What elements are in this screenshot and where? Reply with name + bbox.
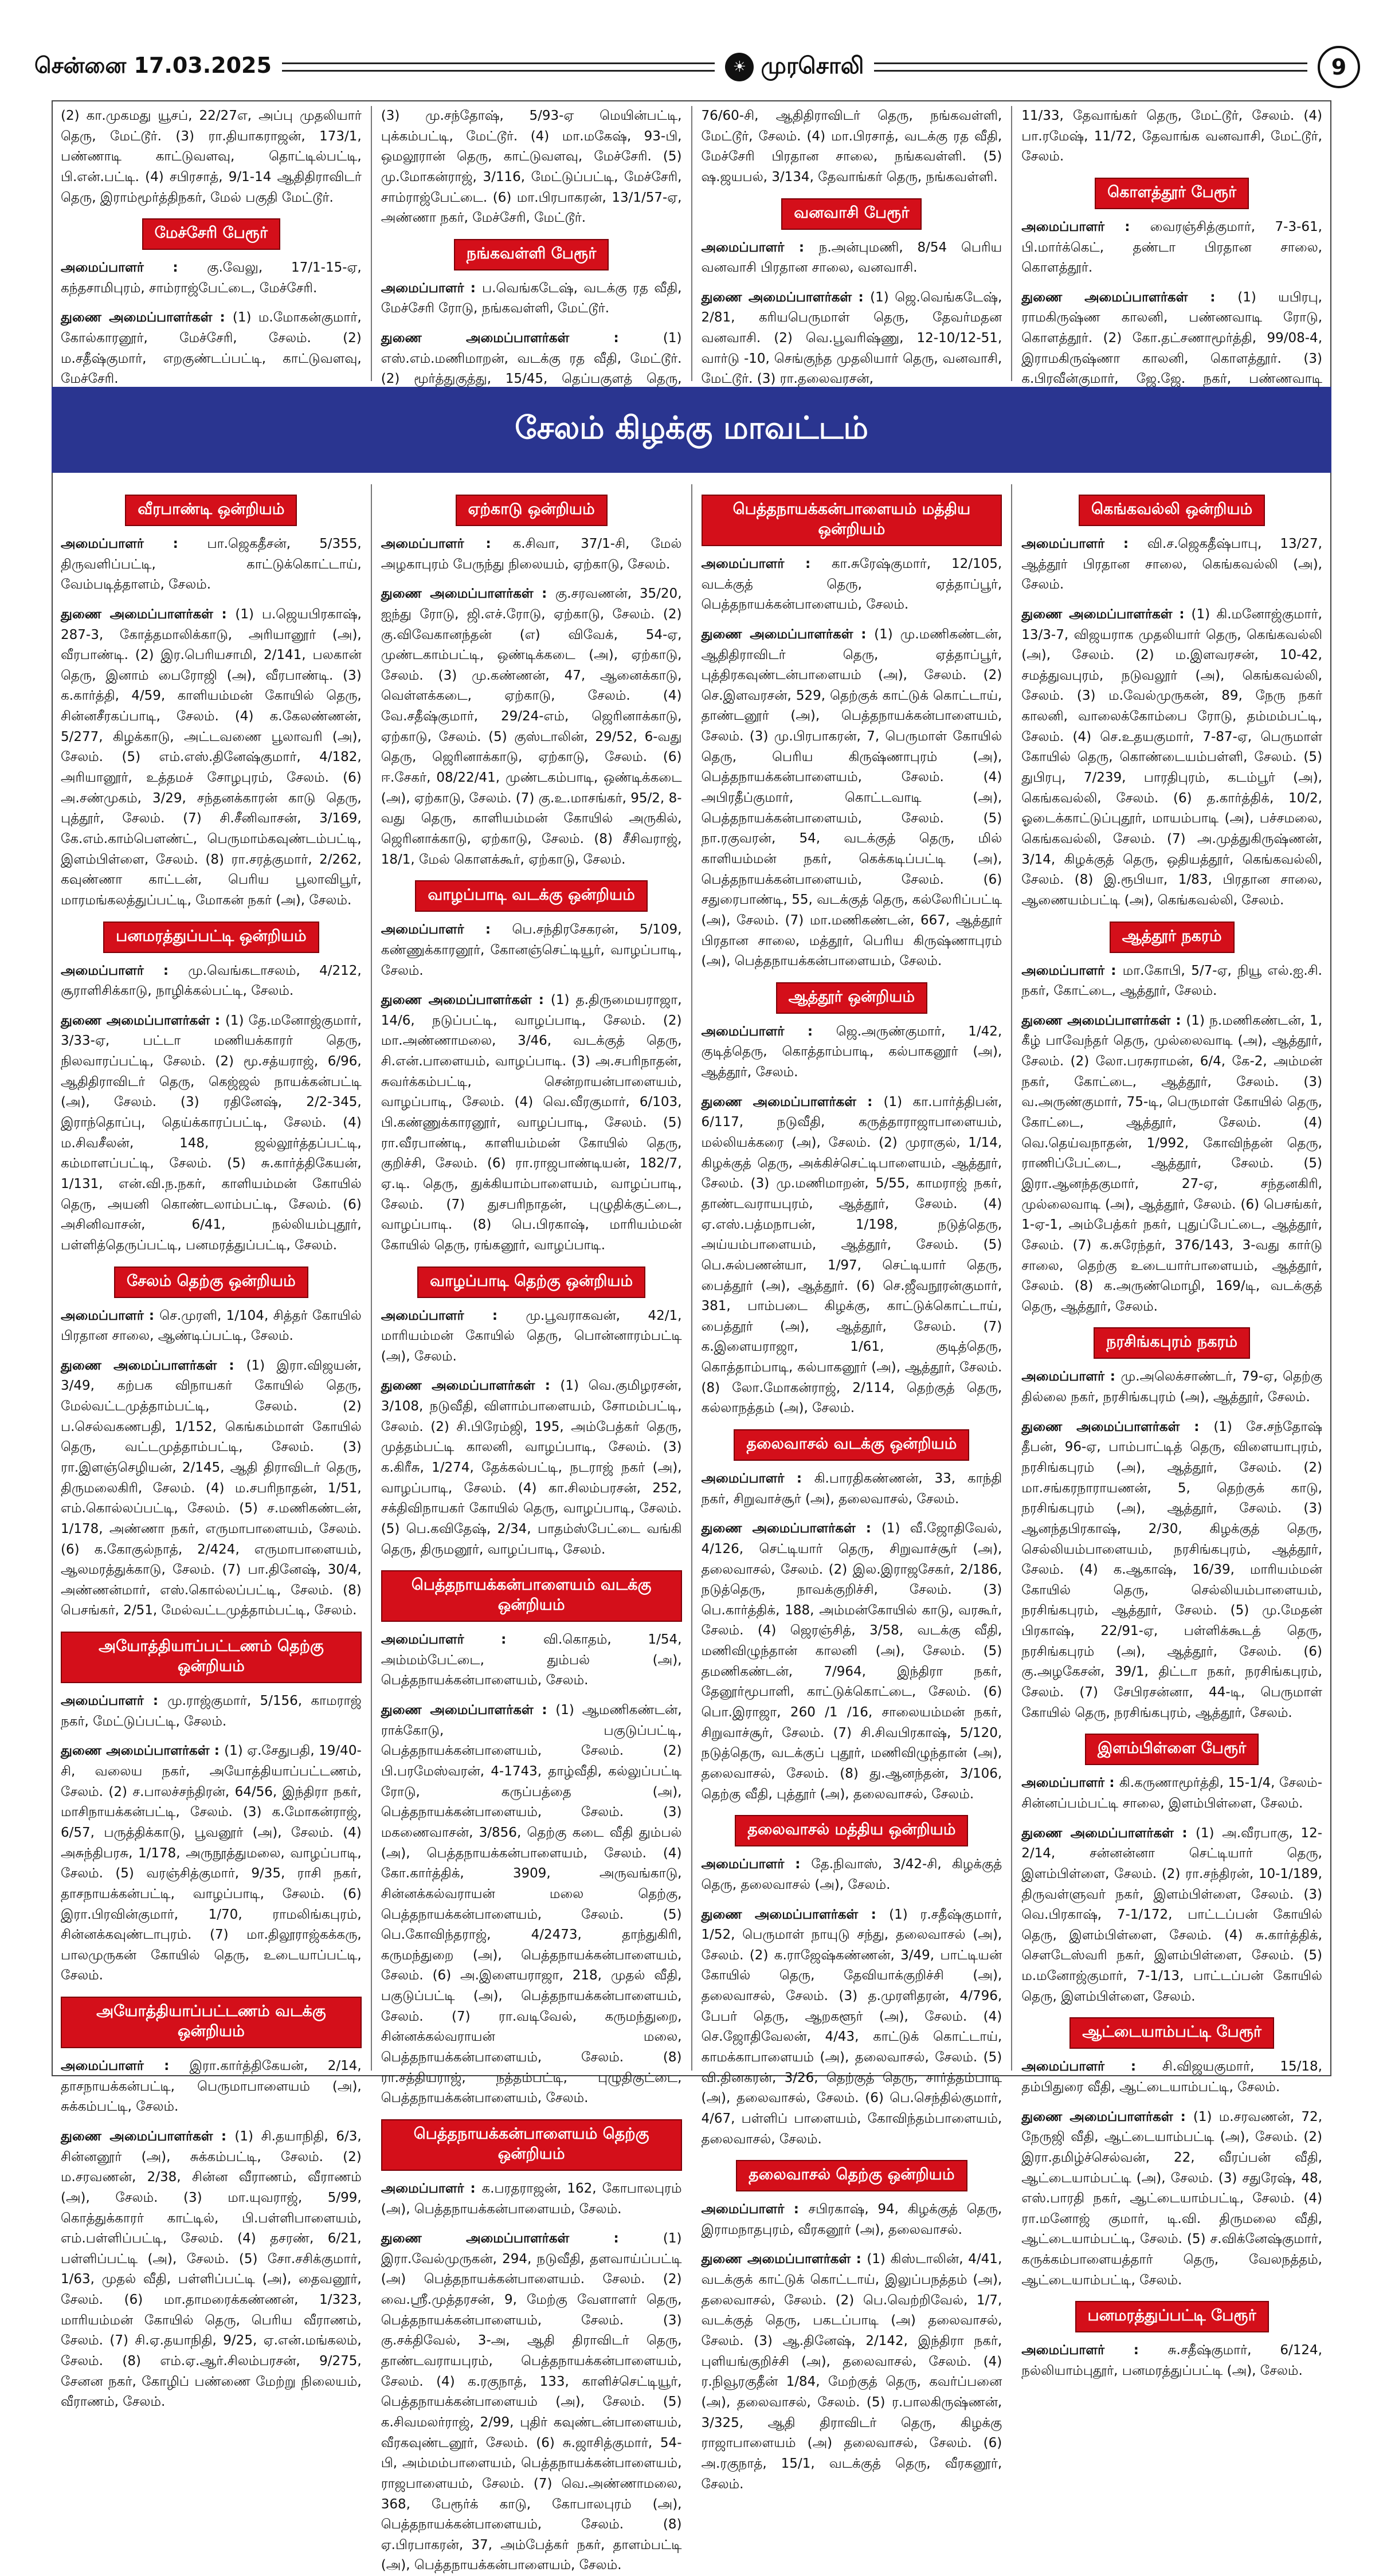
member-entry: அமைப்பாளர் : மு.அலெக்சாண்டர், 79-ஏ, தெற்கு தில்லை நகர், நரசிங்கபுரம் (அ), ஆத்தூர், சேலம். [1021, 1369, 1322, 1405]
section-heading [381, 1570, 682, 1622]
section-heading [1021, 178, 1322, 209]
section-heading-label: கொளத்தூர் பேரூர் [1095, 178, 1249, 209]
district-title: சேலம் கிழக்கு மாவட்டம் [515, 409, 868, 446]
section-heading [1021, 2301, 1322, 2332]
entry-label: துணை அமைப்பாளர்கள் : [701, 1521, 881, 1536]
section-heading-label: ஏற்காடு ஒன்றியம் [456, 495, 608, 526]
text-column [1011, 484, 1331, 2379]
section-heading-label: கெங்கவல்லி ஒன்றியம் [1079, 495, 1265, 526]
entry-label: துணை அமைப்பாளர்கள் : [1021, 606, 1192, 622]
entry-label: அமைப்பாளர் : [61, 963, 189, 978]
paper-logo [725, 53, 864, 82]
member-entry: அமைப்பாளர் : சபிரகாஷ், 94, கிழக்குத் தெரு, இராமநாதபுரம், வீரகனூர் (அ), தலைவாசல். [701, 2202, 1002, 2237]
member-entry: அமைப்பாளர் : மா.கோபி, 5/7-ஏ, நியூ எல்.ஐ.சி. நகர், கோட்டை, ஆத்தூர், சேலம். [1021, 963, 1322, 999]
member-entry: அமைப்பாளர் : ஜெ.அருண்குமார், 1/42, குடித்தெரு, கொத்தாம்பாடி, கல்பாகனூர் (அ), ஆத்தூர், சேலம். [701, 1024, 1002, 1080]
member-entry: அமைப்பாளர் : செ.முரளி, 1/104, சித்தர் கோயில் பிரதான சாலை, ஆண்டிப்பட்டி, சேலம். [61, 1308, 362, 1344]
entry-label: துணை அமைப்பாளர்கள் : [701, 2252, 867, 2267]
member-entry: துணை அமைப்பாளர்கள் : (1) வெ.குமிழரசன், 3/108, நடுவீதி, விளாம்பாளையம், சோமம்பட்டி, சேலம். (2) சி.பிரேம்ஜி, 195, அம்பேத்கர் தெரு, முத்தம்பட்டி காலனி, வாழப்பாடி, சேலம். (3) க.கிரீசு, 1/274, தேக்கல்பட்டி, நடராஜ் நகர் (அ), வாழப்பாடி, சேலம். (4) கா.சிலம்பரசன், 252, சக்திவிநாயகர் கோயில் தெரு, வாழப்பாடி, சேலம். (5) பெ.கவிதேஷ், 2/34, பாதம்ஸ்பேட்டை வங்கி தெரு, திருமனூர், வாழப்பாடி, சேலம். [381, 1378, 682, 1557]
section-heading-label: தலைவாசல் மத்திய ஒன்றியம் [735, 1815, 968, 1846]
entry-label: அமைப்பாளர் : [61, 536, 207, 551]
entry-label: துணை அமைப்பாளர்கள் : [1021, 2109, 1193, 2124]
member-entry: அமைப்பாளர் : கி.பாரதிகண்ணன், 33, காந்தி நகர், சிறுவாச்சூர் (அ), தலைவாசல், சேலம். [701, 1471, 1002, 1507]
member-entry: துணை அமைப்பாளர்கள் : (1) த.திருமையராஜா, 14/6, நடுப்பட்டி, வாழப்பாடி, சேலம். (2) மா.அண்ணாமலை, 3/46, வடக்குத் தெரு, சி.என்.பாளையம், வாழப்பாடி. (3) அ.சபரிநாதன், சுவர்க்கம்பட்டி, சென்றாயன்பாளையம், வாழப்பாடி, சேலம். (4) வெ.வீரகுமார், 6/103, பி.கண்ணுக்காரனூர், வாழப்பாடி, சேலம். (5) ரா.வீரபாண்டி, காளியம்மன் கோயில் தெரு, குறிச்சி, சேலம். (6) ரா.ராஜபாண்டியன், 182/7, ஏ.டி. தெரு, துக்கியாம்பாளையம், வாழப்பாடி, சேலம். (7) துசபரிநாதன், புழுதிக்குட்டை, வாழப்பாடி. (8) பெ.பிரகாஷ், மாரியம்மன் கோயில் தெரு, ரங்கனூர், வாழப்பாடி. [381, 993, 682, 1253]
member-entry: துணை அமைப்பாளர்கள் : (1) கா.பார்த்திபன், 6/117, நடுவீதி, கருத்தாராஜாபாளையம், மல்லியக்கரை (அ), சேலம். (2) முராகுல், 1/14, கிழக்குத் தெரு, அக்கிச்செட்டிபாளையம், ஆத்தூர், சேலம். (3) மு.மணிமாறன், 5/55, காமராஜ் நகர், தாண்டவராயபுரம், ஆத்தூர், சேலம். (4) ஏ.எஸ்.பத்மநாபன், 1/198, நடுத்தெரு, அய்யம்பாளையம், ஆத்தூர், சேலம். (5) பெ.சுல்பணன்யா, 1/97, செட்டியார் தெரு, பைத்தூர் (அ), ஆத்தூர். (6) செ.ஜீவநூரன்குமார், 381, பாம்படை கிழக்கு, காட்டுக்கொட்டாய், பைத்தூர் (அ), ஆத்தூர், சேலம். (7) க.இளையராஜா, 1/61, குடித்தெரு, கொத்தாம்பாடி, கல்பாகனூர் (அ), ஆத்தூர், சேலம். (8) லோ.மோகன்ராஜ், 2/114, தெற்குத் தெரு, கல்லாநத்தம் (அ), சேலம். [701, 1094, 1002, 1416]
member-entry: துணை அமைப்பாளர்கள் : (1) யபிரபு, ராமகிருஷ்ண காலனி, பண்ணவாடி ரோடு, கொளத்தூர். (2) கோ.தட்சணாமூர்த்தி, 99/08-4, இராமகிருஷ்ணா காலனி, கொளத்தூர். (3) க.பிரவீன்குமார், ஜே.ஜே. நகர், பண்ணவாடி [1021, 289, 1322, 387]
entry-label: துணை அமைப்பாளர்கள் : [1021, 289, 1238, 305]
member-entry: துணை அமைப்பாளர்கள் : கு.சரவணன், 35/20, ஐந்து ரோடு, ஜி.எச்.ரோடு, ஏற்காடு, சேலம். (2) கு.விவேகானந்தன் (எ) விவேக், 54-ஏ, முண்டகாம்பட்டி, ஒண்டிக்கடை (அ), ஏற்காடு, சேலம். (3) மு.கண்ணன், 47, ஆனைக்காடு, வெள்ளக்கடை, ஏற்காடு, சேலம். (4) வே.சதீஷ்குமார், 29/24-எம், ஜெரினாக்காடு, ஏற்காடு, சேலம். (5) குஸ்டாலின், 29/52, 6-வது தெரு, ஜெரினாக்காடு, ஏற்காடு, சேலம். (6) ஈ.சேகர், 08/22/41, முண்டகம்பாடி, ஒண்டிக்கடை (அ), ஏற்காடு, சேலம். (7) கு.உ.மாசங்கர், 95/2, 8-வது தெரு, காளியம்மன் கோயில் அருகில், ஜெரினாக்காடு, ஏற்காடு, சேலம். (8) சீசிவராஜ், 18/1, மேல் கொளக்கூர், ஏற்காடு, சேலம். [381, 586, 682, 867]
section-heading [61, 218, 362, 250]
entry-label: துணை அமைப்பாளர்கள் : [1021, 1825, 1196, 1841]
masthead-rule-right [874, 62, 1307, 72]
member-entry: (3) மு.சந்தோஷ், 5/93-ஏ மெயின்பட்டி, புக்கம்பட்டி, மேட்டூர். (4) மா.மகேஷ், 93-பி, ஒமலூரான் தெரு, காட்டுவளவு, மேச்சேரி. (5) மு.மோகன்ராஜ், 3/116, மேட்டுப்பட்டி, மேச்சேரி, சாம்ராஜ்பேட்டை. (6) மா.பிரபாகரன், 13/1/57-ஏ, அண்ணா நகர், மேச்சேரி, மேட்டூர். [381, 108, 682, 226]
entry-label: அமைப்பாளர் : [381, 280, 483, 296]
section-heading-label: மேச்சேரி பேரூர் [142, 218, 280, 250]
member-entry: அமைப்பாளர் : கு.வேலு, 17/1-15-ஏ, கந்தசாமிபுரம், சாம்ராஜ்பேட்டை, மேச்சேரி. [61, 260, 362, 296]
member-entry: அமைப்பாளர் : இரா.கார்த்திகேயன், 2/14, தாசநாயக்கன்பட்டி, பெருமாபாளையம் (அ), சுக்கம்பட்டி, சேலம். [61, 2059, 362, 2115]
entry-label: அமைப்பாளர் : [381, 1632, 543, 1648]
member-entry: அமைப்பாளர் : மு.வெங்கடாசலம், 4/212, சூராளிசிக்காடு, நாழிக்கல்பட்டி, சேலம். [61, 963, 362, 999]
section-heading [381, 2119, 682, 2171]
entry-label: துணை அமைப்பாளர்கள் : [61, 2129, 235, 2144]
member-entry: அமைப்பாளர் : மு.பூவராகவன், 42/1, மாரியம்மன் கோயில் தெரு, பொன்னாரம்பட்டி (அ), சேலம். [381, 1308, 682, 1364]
entry-label: துணை அமைப்பாளர்கள் : [61, 1013, 225, 1028]
section-heading [702, 1429, 1002, 1461]
entry-label: அமைப்பாளர் : [1021, 2343, 1168, 2358]
entry-label: துணை அமைப்பாளர்கள் : [381, 1703, 556, 1718]
district-banner [52, 387, 1331, 473]
section-heading-label: பெத்தநாயக்கன்பாளையம் மத்திய ஒன்றியம் [702, 495, 1002, 546]
entry-label: அமைப்பாளர் : [61, 1693, 168, 1709]
member-entry: அமைப்பாளர் : ப.வெங்கடேஷ், வடக்கு ரத வீதி, மேச்சேரி ரோடு, நங்கவள்ளி, மேட்டூர். [381, 280, 682, 316]
member-entry: அமைப்பாளர் : க.பரதராஜன், 162, கோபாலபுரம் (அ), பெத்தநாயக்கன்பாளையம், சேலம். [381, 2181, 682, 2217]
bottom-columns [52, 484, 1331, 2573]
entry-label: அமைப்பாளர் : [1021, 536, 1147, 551]
member-entry: துணை அமைப்பாளர்கள் : (1) வீ.ஜோதிவேல், 4/126, செட்டியார் தெரு, சிறுவாச்சூர் (அ), தலைவாசல், சேலம். (2) இல.இராஜசேகர், 2/186, நடுத்தெரு, நாவக்குறிச்சி, சேலம். (3) பெ.கார்த்திக், 188, அம்மன்கோயில் காடு, வரகூர், சேலம். (4) ஜெரஞ்சித், 3/58, வடக்கு வீதி, மணிவிழுந்தான் காலனி (அ), சேலம். (5) தமணிகண்டன், 7/964, இந்திரா நகர், தேனூர்மூபாளி, காட்டுக்கொட்டை, சேலம். (6) பொ.இராஜா, 260 /1 /16, சாலையம்மன் நகர், சிறுவாச்சூர், சேலம். (7) சி.சிவபிரகாஷ், 5/120, நடுத்தெரு, வடக்குப் புதூர், மணிவிழுந்தான் (அ), தலைவாசல், சேலம். (8) து.ஆனந்தன், 3/106, தெற்கு வீதி, புத்தூர் (அ), தலைவாசல், சேலம். [701, 1521, 1002, 1802]
section-heading [381, 239, 682, 270]
member-entry: 11/33, தேவாங்கர் தெரு, மேட்டூர், சேலம். (4) பா.ரமேஷ், 11/72, தேவாங்க வனவாசி, மேட்டூர், சேலம். [1021, 108, 1322, 164]
entry-label: அமைப்பாளர் : [701, 1471, 814, 1486]
entry-label: துணை அமைப்பாளர்கள் : [701, 289, 871, 305]
section-heading-label: இளம்பிள்ளை பேரூர் [1085, 1734, 1259, 1765]
section-heading [381, 1267, 682, 1298]
member-entry: அமைப்பாளர் : வி.கொதம், 1/54, அம்மம்பேட்டை, தும்பல் (அ), பெத்தநாயக்கன்பாளையம், சேலம். [381, 1632, 682, 1688]
entry-label: அமைப்பாளர் : [381, 922, 512, 938]
member-entry: துணை அமைப்பாளர்கள் : (1) இரா.வேல்முருகன், 294, நடுவீதி, தளவாய்ப்பட்டி (அ) பெத்தநாயக்கன்பாளையம். சேலம். (2) வை.ஸ்ரீ.முத்தரசன், 9, மேற்கு வேளாளர் தெரு, பெத்தநாயக்கன்பாளையம், சேலம். (3) கு.சக்திவேல், 3-அ, ஆதி திராவிடர் தெரு, தாண்டவராயபுரம், பெத்தநாயக்கன்பாளையம், சேலம். (4) க.ரகுநாத், 133, காளிச்செட்டியூர், பெத்தநாயக்கன்பாளையம் (அ), சேலம். (5) க.சிவமலர்ராஜ், 2/99, புதிர் கவுண்டன்பாளையம், வீரகவுண்டனூர், சேலம். (6) சு.ஜாசித்குமார், 54-பி, அம்மம்பாளையம், பெத்தநாயக்கன்பாளையம், ராஜபாளையம், சேலம். (7) வெ.அண்ணாமலை, 368, பேரூர்க் காடு, கோபாலபுரம் (அ), பெத்தநாயக்கன்பாளையம், சேலம். (8) ஏ.பிரபாகரன், 37, அம்பேத்கர் நகர், தாளம்பட்டி (அ), பெத்தநாயக்கன்பாளையம், சேலம். [381, 2231, 682, 2573]
entry-label: துணை அமைப்பாளர்கள் : [61, 606, 236, 622]
member-entry: துணை அமைப்பாளர்கள் : (1) ப.ஜெயபிரகாஷ், 287-3, கோத்தமாலிக்காடு, அரியானூர் (அ), வீரபாண்டி. (2) இர.பெரியசாமி, 2/141, பலகான் தெரு, இனாம் பைரோஜி (அ), வீரபாண்டி. (3) க.கார்த்தி, 4/59, காளியம்மன் கோயில் தெரு, சின்னசீரகப்பாடி, சேலம். (4) க.கேலண்ணன், 5/277, கிழக்காடு, அட்டவணை பூலாவரி (அ), சேலம். (5) எம்.எஸ்.தினேஷ்குமார், 4/182, அரியானூர், உத்தமச் சோழபுரம், சேலம். (6) அ.சண்முகம், 3/29, சந்தனக்காரன் காடு தெரு, புத்தூர், சேலம். (7) சி.சீனிவாசன், 3/169, கே.எம்.காம்பௌண்ட், பெருமாம்கவுண்டம்பட்டி, இளம்பிள்ளை, சேலம். (8) ரா.சரத்குமார், 2/262, கவுண்ணா காட்டன், பெரிய பூலாவிபூர், மாரமங்கலத்துப்பட்டி, மோகன் நகர் (அ), சேலம். [61, 606, 362, 908]
entry-label: அமைப்பாளர் : [1021, 1369, 1121, 1385]
member-entry: துணை அமைப்பாளர்கள் : (1) அ.வீரபாகு, 12-2/14, சன்னன்னா செட்டியார் தெரு, இளம்பிள்ளை, சேலம். (2) ரா.சந்திரன், 10-1/189, திருவள்ளுவர் நகர், இளம்பிள்ளை, சேலம். (3) வெ.பிரகாஷ், 7-1/172, பாட்டப்பன் கோயில் தெரு, இளம்பிள்ளை, சேலம். (4) சு.கார்த்திக், சௌடேஸ்வரி நகர், இளம்பிள்ளை, சேலம். (5) ம.மனோஜ்குமார், 7-1/13, பாட்டப்பன் கோயில் தெரு, இளம்பிள்ளை, சேலம். [1021, 1825, 1322, 2004]
section-heading [61, 1632, 362, 1683]
entry-label: துணை அமைப்பாளர்கள் : [701, 1094, 884, 1109]
entry-label: அமைப்பாளர் : [701, 1857, 812, 1872]
section-heading-label: ஆத்தூர் ஒன்றியம் [776, 982, 928, 1014]
section-heading-label: நரசிங்கபுரம் நகரம் [1094, 1327, 1250, 1359]
entry-label: அமைப்பாளர் : [701, 556, 832, 571]
section-heading-label: பனமரத்துப்பட்டி பேரூர் [1075, 2301, 1269, 2332]
entry-label: துணை அமைப்பாளர்கள் : [61, 1358, 246, 1373]
entry-label: அமைப்பாளர் : [1021, 1775, 1119, 1791]
section-heading [702, 495, 1002, 546]
entry-label: அமைப்பாளர் : [701, 2202, 809, 2217]
entry-label: அமைப்பாளர் : [61, 1308, 160, 1323]
member-entry: அமைப்பாளர் : மு.ராஜ்குமார், 5/156, காமராஜ் நகர், மேட்டுப்பட்டி, சேலம். [61, 1693, 362, 1729]
text-column [52, 106, 371, 387]
entry-label: அமைப்பாளர் : [61, 260, 207, 276]
entry-label: துணை அமைப்பாளர்கள் : [61, 1743, 225, 1759]
section-heading-label: தலைவாசல் வடக்கு ஒன்றியம் [734, 1429, 969, 1461]
section-heading [1021, 495, 1322, 526]
entry-label: அமைப்பாளர் : [381, 536, 513, 551]
member-entry: அமைப்பாளர் : சு.சதீஷ்குமார், 6/124, நல்லியாம்புதூர், பனமரத்துப்பட்டி (அ), சேலம். [1021, 2343, 1322, 2379]
entry-label: துணை அமைப்பாளர்கள் : [381, 1378, 561, 1394]
entry-label: அமைப்பாளர் : [61, 2059, 190, 2074]
member-entry: துணை அமைப்பாளர்கள் : (1) இரா.விஜயன், 3/49, கற்பக விநாயகர் கோயில் தெரு, மேல்வட்டமுத்தாம்பட்டி, சேலம். (2) ப.செல்வகணபதி, 1/152, கெங்கம்மாள் கோயில் தெரு, வட்டமுத்தாம்பட்டி, சேலம். (3) ரா.இளஞ்செழியன், 2/145, ஆதி திராவிடர் தெரு, திருமலைகிரி, சேலம். (4) ம.சபரிநாதன், 1/51, எம்.கொல்லப்பட்டி, சேலம். (5) ச.மணிகண்டன், 1/178, அண்ணா நகர், எருமாபாளையம், சேலம். (6) க.கோகுல்நாத், 2/424, எருமாபாளையம், ஆலமரத்துக்காடு, சேலம். (7) பா.தினேஷ், 30/4, அண்ணன்மார், எஸ்.கொல்லப்பட்டி, சேலம். (8) பெசங்கர், 2/51, மேல்வட்டமுத்தாம்பட்டி, சேலம். [61, 1358, 362, 1618]
member-entry: துணை அமைப்பாளர்கள் : (1) சி.தயாநிதி, 6/3, சின்னனூர் (அ), சுக்கம்பட்டி, சேலம். (2) ம.சரவணன், 2/38, சின்ன வீராணம், வீராணம் (அ), சேலம். (3) மா.யுவராஜ், 5/99, கொத்துக்காரர் காட்டில், பி.பள்ளிபாளையம், எம்.பள்ளிப்பட்டி, சேலம். (4) தசரண், 6/21, பள்ளிப்பட்டி (அ), சேலம். (5) சோ.சசிக்குமார், 1/63, முதல் வீதி, பள்ளிப்பட்டி (அ), தைவனூர், சேலம். (6) மா.தாமரைக்கண்ணன், 1/323, மாரியம்மன் கோயில் தெரு, பெரிய வீராணம், சேலம். (7) சி.ஏ.தயாநிதி, 9/25, ஏ.என்.மங்கலம், சேலம். (8) எம்.ஏ.ஆர்.சிலம்பரசன், 9/275, சேனன நகர், கோழிப் பண்ணை மேற்று நிலையம், வீராணம், சேலம். [61, 2129, 362, 2410]
section-heading [702, 1815, 1002, 1846]
section-heading [381, 495, 682, 526]
entry-label: அமைப்பாளர் : [1021, 963, 1123, 978]
entry-label: துணை அமைப்பாளர்கள் : [1021, 1419, 1214, 1434]
member-entry: துணை அமைப்பாளர்கள் : (1) ந.மணிகண்டன், 1, கீழ் பாவேந்தர் தெரு, முல்லைவாடி (அ), ஆத்தூர், சேலம். (2) லோ.பரசுராமன், 6/4, கே-2, அம்மன் நகர், கோட்டை, ஆத்தூர், சேலம். (3) வ.அருண்குமார், 75-டி, பெருமாள் கோயில் தெரு, கோட்டை, ஆத்தூர், சேலம். (4) வெ.தெய்வநாதன், 1/992, கோவிந்தன் தெரு, ராணிப்பேட்டை, ஆத்தூர், சேலம். (5) இரா.ஆனந்தகுமார், 27-ஏ, சந்தனகிரி, முல்லைவாடி (அ), ஆத்தூர், சேலம். (6) பெசங்கர், 1-ஏ-1, அம்பேத்கர் நகர், புதுப்பேட்டை, ஆத்தூர், சேலம். (7) க.சுரேந்தர், 376/143, 3-வது கார்டு சாலை, தெற்கு உடையார்பாளையம், ஆத்தூர், சேலம். (8) க.அருண்மொழி, 169/டி, வடக்குத் தெரு, ஆத்தூர், சேலம். [1021, 1013, 1322, 1314]
section-heading-label: வாழப்பாடி தெற்கு ஒன்றியம் [417, 1267, 645, 1298]
member-entry: துணை அமைப்பாளர்கள் : (1) கி.மனோஜ்குமார், 13/3-7, விஜயராக முதலியார் தெரு, கெங்கவல்லி (அ), சேலம். (2) ம.இளவரசன், 10-42, சமத்துவபுரம், நடுவலூர் (அ), கெங்கவல்லி, சேலம். (3) ம.வேல்முருகன், 89, நேரு நகர் காலனி, வாலைக்கோம்பை ரோடு, தம்மம்பட்டி, சேலம். (4) செ.உதயகுமார், 7-87-ஏ, பெருமாள் கோயில் தெரு, கொண்டையம்பள்ளி, சேலம். (5) துபிரபு, 7/239, பாரதிபுரம், கடம்பூர் (அ), கெங்கவல்லி, சேலம். (6) த.கார்த்திக், 10/2, ஓடைக்காட்டுப்புதூர், மாயம்பாடி (அ), பச்சமலை, கெங்கவல்லி, சேலம். (7) அ.முத்துகிருஷ்ணன், 3/14, கிழக்குத் தெரு, ஒதியத்தூர், கெங்கவல்லி, சேலம். (8) இ.ரூபியா, 1/83, பிரதான சாலை, ஆணையம்பட்டி (அ), கெங்கவல்லி, சேலம். [1021, 606, 1322, 908]
section-heading [702, 2160, 1002, 2191]
section-heading-label: பெத்தநாயக்கன்பாளையம் தெற்கு ஒன்றியம் [381, 2119, 682, 2171]
member-entry: துணை அமைப்பாளர்கள் : (1) ஆமணிகண்டன், ராக்கோடு, பகுடுப்பட்டி, பெத்தநாயக்கன்பாளையம், சேலம். (2) பி.பரமேஸ்வரன், 4-1743, தாழ்வீதி, கல்லுப்பட்டி ரோடு, கருப்பத்தை (அ), பெத்தநாயக்கன்பாளையம், சேலம். (3) மகணைவாசன், 3/856, தெற்கு கடை வீதி தும்பல் (அ), பெத்தநாயக்கன்பாளையம், சேலம். (4) கோ.கார்த்திக், 3909, அருவங்காடு, சின்னக்கல்வராயன் மலை தெற்கு, பெத்தநாயக்கன்பாளையம், சேலம். (5) பெ.கோவிந்தராஜ், 4/2473, தாந்துகிரி, கருமந்துறை (அ), பெத்தநாயக்கன்பாளையம், சேலம். (6) அ.இளையராஜா, 218, முதல் வீதி, பகுடுப்பட்டி (அ), பெத்தநாயக்கன்பாளையம், சேலம். (7) ரா.வடிவேல், கருமந்துறை, சின்னக்கல்வராயன் மலை, பெத்தநாயக்கன்பாளையம், சேலம். (8) ரா.சத்தியராஜ், நத்தம்பட்டி, புழுதிகுட்டை, பெத்தநாயக்கன்பாளையம், சேலம். [381, 1703, 682, 2106]
section-heading [61, 1997, 362, 2048]
entry-label: துணை அமைப்பாளர்கள் : [381, 2231, 663, 2246]
member-entry: அமைப்பாளர் : சி.விஜயகுமார், 15/18, தம்பிதுரை வீதி, ஆட்டையாம்பட்டி, சேலம். [1021, 2059, 1322, 2095]
section-heading [1021, 1734, 1322, 1765]
section-heading-label: வனவாசி பேரூர் [781, 198, 922, 230]
section-heading [381, 880, 682, 912]
member-entry: துணை அமைப்பாளர்கள் : (1) தே.மனோஜ்குமார், 3/33-ஏ, பட்டா மணியக்காரர் தெரு, நிலவாரப்பட்டி, சேலம். (2) மூ.சத்யராஜ், 6/96, ஆதிதிராவிடர் தெரு, கெஜ்ஜல் நாயக்கன்பட்டி (அ), சேலம். (3) ரதினேஷ், 2/2-345, இராந்தொப்பு, தெய்க்காரப்பட்டி, சேலம். (4) ம.சிவசீலன், 148, ஜல்லூர்த்தப்பட்டி, கம்மாளப்பட்டி, சேலம். (5) சு.கார்த்திகேயன், 1/131, என்.வி.ந.நகர், காளியம்மன் கோயில் தெரு, அயனி கொண்டலாம்பட்டி, சேலம். (6) அசினிவாசன், 6/41, நல்லியம்புதூர், பள்ளித்தெருப்பட்டி, பனமரத்துப்பட்டி, சேலம். [61, 1013, 362, 1253]
entry-label: துணை அமைப்பாளர்கள் : [701, 626, 875, 642]
section-heading-label: சேலம் தெற்கு ஒன்றியம் [114, 1267, 308, 1298]
masthead [34, 41, 1360, 93]
member-entry: அமைப்பாளர் : பா.ஜெகதீசன், 5/355, திருவளிப்பட்டி, காட்டுக்கொட்டாய், வேம்படித்தாளம், சேலம். [61, 536, 362, 593]
section-heading-label: ஆத்தூர் நகரம் [1110, 922, 1235, 953]
text-column [691, 484, 1012, 2492]
member-entry: அமைப்பாளர் : பெ.சந்திரசேகரன், 5/109, கண்ணுக்காரனூர், கோனஞ்செட்டியூர், வாழப்பாடி, சேலம். [381, 922, 682, 978]
member-entry: துணை அமைப்பாளர்கள் : (1) கிஸ்டாலின், 4/41, வடக்குக் காட்டுக் கொட்டாய், இலுப்பநத்தம் (அ), தலைவாசல், சேலம். (2) பெ.வெற்றிவேல், 1/7, வடக்குத் தெரு, பகடப்பாடி (அ) தலைவாசல், சேலம். (3) ஆ.தினேஷ், 2/142, இந்திரா நகர், புளியங்குறிச்சி (அ), தலைவாசல், சேலம். (4) ர.நிவூரகுதீன் 1/84, மேற்குத் தெரு, கவர்ப்பனை (அ), தலைவாசல், சேலம். (5) ர.பாலகிருஷ்ணன், 3/325, ஆதி திராவிடர் தெரு, கிழக்கு ராஜாபாளையம் (அ) தலைவாசல், சேலம். (6) அ.ரகுநாத், 15/1, வடக்குத் தெரு, வீரகனூர், சேலம். [701, 2252, 1002, 2492]
entry-label: துணை அமைப்பாளர்கள் : [381, 331, 663, 346]
page-number: 9 [1318, 46, 1360, 88]
text-column [691, 106, 1012, 387]
member-entry: அமைப்பாளர் : கா.சுரேஷ்குமார், 12/105, வடக்குத் தெரு, ஏத்தாப்பூர், பெத்தநாயக்கன்பாளையம், சேலம். [701, 556, 1002, 613]
member-entry: அமைப்பாளர் : கி.கருணாமூர்த்தி, 15-1/4, சேலம்-சின்னப்பம்பட்டி சாலை, இளம்பிள்ளை, சேலம். [1021, 1775, 1322, 1811]
member-entry: (2) கா.முகமது யூசப், 22/27எ, அப்பு முதலியார் தெரு, மேட்டூர். (3) ரா.தியாகராஜன், 173/1, பண்ணாடி காட்டுவளவு, தொட்டில்பட்டி, பி.என்.பட்டி. (4) சபிரசாத், 9/1-14 ஆதிதிராவிடர் தெரு, இராம்மூர்த்திநகர், மேல் பகுதி மேட்டூர். [61, 108, 362, 205]
section-heading [702, 982, 1002, 1014]
member-entry: அமைப்பாளர் : தே.நிவாஸ், 3/42-சி, கிழக்குத் தெரு, தலைவாசல் (அ), சேலம். [701, 1857, 1002, 1892]
entry-label: அமைப்பாளர் : [381, 1308, 526, 1323]
entry-label: அமைப்பாளர் : [381, 2181, 482, 2196]
section-heading-label: வாழப்பாடி வடக்கு ஒன்றியம் [415, 880, 648, 912]
member-entry: அமைப்பாளர் : க.சிவா, 37/1-சி, மேல் அழகாபுரம் பேருந்து நிலையம், ஏற்காடு, சேலம். [381, 536, 682, 572]
paper-name: முரசொலி [761, 52, 864, 79]
section-heading-label: அயோத்தியாப்பட்டணம் வடக்கு ஒன்றியம் [61, 1997, 362, 2048]
section-heading [61, 922, 362, 953]
text-column [1011, 106, 1331, 387]
entry-label: துணை அமைப்பாளர்கள் : [61, 310, 233, 326]
masthead-rule [282, 62, 715, 72]
section-heading-label: வீரபாண்டி ஒன்றியம் [125, 495, 297, 526]
entry-label: துணை அமைப்பாளர்கள் : [1021, 1013, 1186, 1028]
section-heading [1021, 1327, 1322, 1359]
entry-label: அமைப்பாளர் : [701, 1024, 836, 1039]
section-heading [702, 198, 1002, 230]
member-entry: அமைப்பாளர் : ந.அன்புமணி, 8/54 பெரிய வனவாசி பிரதான சாலை, வனவாசி. [701, 240, 1002, 276]
section-heading [61, 495, 362, 526]
section-heading-label: தலைவாசல் தெற்கு ஒன்றியம் [736, 2160, 967, 2191]
member-entry: 76/60-சி, ஆதிதிராவிடர் தெரு, நங்கவள்ளி, மேட்டூர், சேலம். (4) மா.பிரசாத், வடக்கு ரத வீதி, மேச்சேரி பிரதான சாலை, நங்கவள்ளி. (5) ஷ.ஜயபல், 3/134, தேவாங்கர் தெரு, நங்கவள்ளி. [701, 108, 1002, 185]
sun-emblem-icon: ☀ [725, 53, 754, 81]
text-column [371, 106, 691, 387]
entry-label: அமைப்பாளர் : [701, 240, 819, 255]
section-heading [1021, 2017, 1322, 2049]
entry-label: அமைப்பாளர் : [1021, 2059, 1162, 2075]
member-entry: துணை அமைப்பாளர்கள் : (1) ஏ.சேதுபதி, 19/40-சி, வலைய நகர், அயோத்தியாப்பட்டணம், சேலம். (2) ச.பாலச்சந்திரன், 64/56, இந்திரா நகர், மாசிநாயக்கன்பட்டி, சேலம். (3) க.மோகன்ராஜ், 6/57, பருத்திக்காடு, பூவனூர் (அ), சேலம். (4) அசுந்திபரசு, 1/178, அருநூத்துமலை, வாழப்பாடி, சேலம். (5) வரஞ்சித்குமார், 9/35, ராசி நகர், தாசநாயக்கன்பட்டி, வாழப்பாடி, சேலம். (6) இரா.பிரவின்குமார், 1/70, ராமலிங்கபுரம், சின்னக்கவுண்டாபுரம். (7) மா.திலூராஜ்கக்கரு, பாலமுருகன் கோயில் தெரு, உடையாப்பட்டி, சேலம். [61, 1743, 362, 1983]
section-heading-label: அயோத்தியாப்பட்டணம் தெற்கு ஒன்றியம் [61, 1632, 362, 1683]
member-entry: துணை அமைப்பாளர்கள் : (1) மு.மணிகண்டன், ஆதிதிராவிடர் தெரு, ஏத்தாப்பூர், புத்திரகவுண்டன்பாளையம் (அ), சேலம். (2) செ.இளவரசன், 529, தெற்குக் காட்டுக் கொட்டாய், தாண்டனூர் (அ), பெத்தநாயக்கன்பாளையம், சேலம். (3) மு.பிரபாகரன், 7, பெருமாள் கோயில் தெரு, பெரிய கிருஷ்ணாபுரம் (அ), பெத்தநாயக்கன்பாளையம், சேலம். (4) அபிரதீப்குமார், கொட்டவாடி (அ), பெத்தநாயக்கன்பாளையம், சேலம். (5) நா.ரகுவரன், 54, வடக்குத் தெரு, மில் காளியம்மன் நகர், கெக்கடிப்பட்டி (அ), பெத்தநாயக்கன்பாளையம், சேலம். (6) சதுரைபாண்டி, 55, வடக்குத் தெரு, கல்லேரிப்பட்டி (அ), சேலம். (7) மா.மணிகண்டன், 667, ஆத்தூர் பிரதான சாலை, மத்தூர், பெரிய கிருஷ்ணாபுரம் (அ), பெத்தநாயக்கன்பாளையம், சேலம். [701, 626, 1002, 969]
entry-label: துணை அமைப்பாளர்கள் : [381, 993, 551, 1008]
section-heading-label: ஆட்டையாம்பட்டி பேரூர் [1069, 2017, 1274, 2049]
member-entry: துணை அமைப்பாளர்கள் : (1) எஸ்.எம்.மணிமாறன், வடக்கு ரத வீதி, மேட்டூர். (2) மூர்த்துகுத்து, 15/45, தெப்பகுளத் தெரு, [381, 331, 682, 387]
entry-label: துணை அமைப்பாளர்கள் : [381, 586, 555, 602]
section-heading-label: பெத்தநாயக்கன்பாளையம் வடக்கு ஒன்றியம் [381, 1570, 682, 1622]
top-columns [52, 106, 1331, 387]
date-line: சென்னை 17.03.2025 [34, 53, 272, 78]
member-entry: துணை அமைப்பாளர்கள் : (1) ஜெ.வெங்கடேஷ், 2/81, கரியபெருமாள் தெரு, தேவர்மதன வனவாசி. (2) வெ.பூவரிஷ்ணு, 12-10/12-51, வார்டு -10, செங்குந்த முதலியார் தெரு, வனவாசி, மேட்டூர். (3) ரா.தலைவரசன், [701, 289, 1002, 387]
section-heading [1021, 922, 1322, 953]
member-entry: துணை அமைப்பாளர்கள் : (1) ர.சதீஷ்குமார், 1/52, பெருமாள் நாயுடு சந்து, தலைவாசல் (அ), சேலம். (2) க.ராஜேஷ்கண்ணன், 3/49, பாட்டியன் கோயில் தெரு, தேவியாக்குறிச்சி (அ), தலைவாசல், சேலம். (3) த.முரளிதரன், 4/796, பேபர் தெரு, ஆறகளூர் (அ), சேலம். (4) செ.ஜோதிவேலன், 4/43, காட்டுக் கொட்டாய், காமக்காபாளையம் (அ), தலைவாசல், சேலம். (5) வி.தினகரன், 3/26, தெற்குத் தெரு, சார்த்தம்பாடி (அ), தலைவாசல், சேலம். (6) பெ.செந்தில்குமார், 4/67, பள்ளிப் பாளையம், கோவிந்தம்பாளையம், தலைவாசல், சேலம். [701, 1907, 1002, 2147]
entry-label: அமைப்பாளர் : [1021, 219, 1150, 234]
member-entry: துணை அமைப்பாளர்கள் : (1) சே.சந்தோஷ் தீபன், 96-ஏ, பாம்பாட்டித் தெரு, விளையாபுரம், நரசிங்கபுரம் (அ), ஆத்தூர், சேலம். (2) மா.சங்கரநாராயணன், 5, தெற்குக் காடு, நரசிங்கபுரம் (அ), ஆத்தூர், சேலம். (3) ஆனந்தபிரகாஷ், 2/30, கிழக்குத் தெரு, செல்லியம்பாளையம், நரசிங்கபுரம், ஆத்தூர், சேலம். (4) க.ஆகாஷ், 16/39, மாரியம்மன் கோயில் தெரு, செல்லியம்பாளையம், நரசிங்கபுரம், ஆத்தூர், சேலம். (5) மு.மேதன் பிரகாஷ், 22/91-ஏ, பள்ளிக்கூடத் தெரு, நரசிங்கபுரம் (அ), ஆத்தூர், சேலம். (6) கு.அழகேசன், 39/1, திட்டா நகர், நரசிங்கபுரம், சேலம். (7) சேபிரசன்னா, 44-டி, பெருமாள் கோயில் தெரு, நரசிங்கபுரம், ஆத்தூர், சேலம். [1021, 1419, 1323, 1720]
section-heading-label: பனமரத்துப்பட்டி ஒன்றியம் [103, 922, 319, 953]
text-column [371, 484, 691, 2573]
member-entry: அமைப்பாளர் : வி.ச.ஜெகதீஷ்பாபு, 13/27, ஆத்தூர் பிரதான சாலை, கெங்கவல்லி (அ), சேலம். [1021, 536, 1322, 593]
member-entry: அமைப்பாளர் : வைரஞ்சித்குமார், 7-3-61, பி.மார்க்கெட், தண்டா பிரதான சாலை, கொளத்தூர். [1021, 219, 1322, 276]
member-entry: துணை அமைப்பாளர்கள் : (1) ம.சரவணன், 72, நேருஜி வீதி, ஆட்டையாம்பட்டி (அ), சேலம். (2) இரா.தமிழ்ச்செல்வன், 22, வீரப்பன் வீதி, ஆட்டையாம்பட்டி (அ), சேலம். (3) சதுரேஷ், 48, எஸ்.பாரதி நகர், ஆட்டையாம்பட்டி, சேலம். (4) ரா.மனோஜ் குமார், டி.வி. திருமலை வீதி, ஆட்டையாம்பட்டி, சேலம். (5) ச.விக்னேஷ்குமார், கருக்கம்பாளையத்தார் தெரு, வேலநத்தம், ஆட்டையாம்பட்டி, சேலம். [1021, 2109, 1323, 2288]
member-entry: துணை அமைப்பாளர்கள் : (1) ம.மோகன்குமார், கோல்காரனூர், மேச்சேரி, சேலம். (2) ம.சதீஷ்குமார், எறகுண்டப்பட்டி, காட்டுவளவு, மேச்சேரி. [61, 310, 362, 387]
section-heading [61, 1267, 362, 1298]
text-column [52, 484, 371, 2410]
section-heading-label: நங்கவள்ளி பேரூர் [454, 239, 609, 270]
entry-label: துணை அமைப்பாளர்கள் : [701, 1907, 890, 1922]
